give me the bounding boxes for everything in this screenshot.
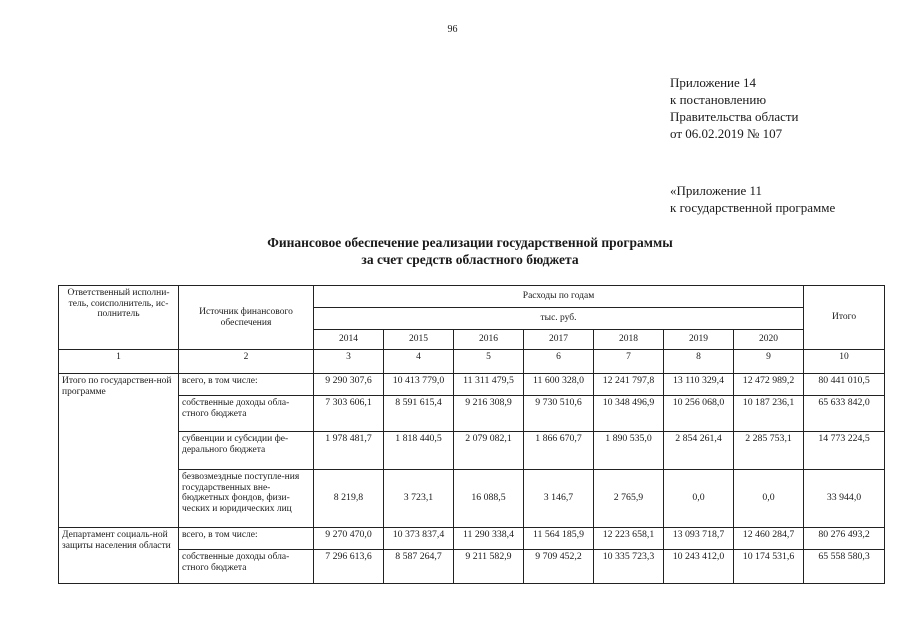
value-cell: 8 591 615,4	[384, 396, 454, 432]
column-index: 6	[524, 350, 594, 374]
source-cell: всего, в том числе:	[179, 528, 314, 550]
source-cell: безвозмездные поступле-ния государственных вне-бюджетных фондов, физи-ческих и юридических лиц	[179, 470, 314, 528]
value-cell: 9 290 307,6	[314, 374, 384, 396]
title-line-2: за счет средств областного бюджета	[361, 252, 579, 267]
value-cell: 2 854 261,4	[664, 432, 734, 470]
total-cell: 14 773 224,5	[804, 432, 885, 470]
value-cell: 9 709 452,2	[524, 550, 594, 584]
appendix-14-line: к постановлению	[670, 92, 767, 107]
total-cell: 65 558 580,3	[804, 550, 885, 584]
table-row	[59, 470, 885, 528]
executor-cell: Департамент социаль-ной защиты населения области	[59, 528, 179, 584]
value-cell: 9 211 582,9	[454, 550, 524, 584]
column-index: 9	[734, 350, 804, 374]
title-line-1: Финансовое обеспечение реализации государственной программы	[267, 235, 673, 250]
value-cell: 10 256 068,0	[664, 396, 734, 432]
column-index: 4	[384, 350, 454, 374]
source-cell: всего, в том числе:	[179, 374, 314, 396]
value-cell: 1 978 481,7	[314, 432, 384, 470]
value-cell: 0,0	[734, 470, 804, 528]
column-index: 8	[664, 350, 734, 374]
page-number: 96	[447, 24, 458, 35]
value-cell: 10 187 236,1	[734, 396, 804, 432]
value-cell: 1 866 670,7	[524, 432, 594, 470]
total-cell: 65 633 842,0	[804, 396, 885, 432]
executor-cell: Итого по государствен-ной программе	[59, 374, 179, 528]
header-year: 2016	[454, 330, 524, 350]
value-cell: 10 413 779,0	[384, 374, 454, 396]
value-cell: 1 818 440,5	[384, 432, 454, 470]
value-cell: 3 146,7	[524, 470, 594, 528]
column-index: 10	[804, 350, 885, 374]
header-executor: Ответственный исполни-тель, соисполнитель, ис-полнитель	[59, 286, 179, 350]
source-cell: собственные доходы обла-стного бюджета	[179, 550, 314, 584]
appendix-14-line: от 06.02.2019 № 107	[670, 126, 783, 141]
header-year: 2014	[314, 330, 384, 350]
value-cell: 9 216 308,9	[454, 396, 524, 432]
appendix-14-line: Приложение 14	[670, 75, 757, 90]
value-cell: 2 285 753,1	[734, 432, 804, 470]
value-cell: 11 564 185,9	[524, 528, 594, 550]
value-cell: 1 890 535,0	[594, 432, 664, 470]
budget-table	[58, 285, 885, 584]
value-cell: 2 765,9	[594, 470, 664, 528]
value-cell: 13 110 329,4	[664, 374, 734, 396]
value-cell: 2 079 082,1	[454, 432, 524, 470]
column-index: 7	[594, 350, 664, 374]
table-row	[59, 396, 885, 432]
appendix-14-line: Правительства области	[670, 109, 799, 124]
value-cell: 0,0	[664, 470, 734, 528]
value-cell: 13 093 718,7	[664, 528, 734, 550]
value-cell: 10 373 837,4	[384, 528, 454, 550]
column-index: 3	[314, 350, 384, 374]
appendix-14-block	[670, 74, 799, 142]
value-cell: 3 723,1	[384, 470, 454, 528]
header-expenses-by-year: Расходы по годам	[314, 286, 804, 308]
value-cell: 11 311 479,5	[454, 374, 524, 396]
total-cell: 80 441 010,5	[804, 374, 885, 396]
header-year: 2018	[594, 330, 664, 350]
total-cell: 33 944,0	[804, 470, 885, 528]
source-cell: субвенции и субсидии фе-дерального бюджета	[179, 432, 314, 470]
appendix-11-line: «Приложение 11	[670, 183, 763, 198]
appendix-11-line: к государственной программе	[670, 200, 836, 215]
value-cell: 12 460 284,7	[734, 528, 804, 550]
header-source: Источник финансового обеспечения	[179, 286, 314, 350]
value-cell: 8 587 264,7	[384, 550, 454, 584]
value-cell: 9 730 510,6	[524, 396, 594, 432]
column-index: 5	[454, 350, 524, 374]
value-cell: 12 241 797,8	[594, 374, 664, 396]
value-cell: 10 335 723,3	[594, 550, 664, 584]
table-row	[59, 374, 885, 396]
table-row	[59, 528, 885, 550]
source-cell: собственные доходы обла-стного бюджета	[179, 396, 314, 432]
value-cell: 8 219,8	[314, 470, 384, 528]
value-cell: 10 174 531,6	[734, 550, 804, 584]
value-cell: 12 472 989,2	[734, 374, 804, 396]
value-cell: 10 243 412,0	[664, 550, 734, 584]
column-index: 1	[59, 350, 179, 374]
value-cell: 10 348 496,9	[594, 396, 664, 432]
table-row	[59, 550, 885, 584]
value-cell: 16 088,5	[454, 470, 524, 528]
total-cell: 80 276 493,2	[804, 528, 885, 550]
header-year: 2020	[734, 330, 804, 350]
value-cell: 7 296 613,6	[314, 550, 384, 584]
value-cell: 7 303 606,1	[314, 396, 384, 432]
appendix-11-block	[670, 182, 835, 216]
value-cell: 9 270 470,0	[314, 528, 384, 550]
header-year: 2019	[664, 330, 734, 350]
header-unit: тыс. руб.	[314, 308, 804, 330]
table-row	[59, 432, 885, 470]
value-cell: 11 600 328,0	[524, 374, 594, 396]
header-total: Итого	[804, 286, 885, 350]
value-cell: 11 290 338,4	[454, 528, 524, 550]
column-index: 2	[179, 350, 314, 374]
document-title	[150, 234, 790, 268]
header-year: 2015	[384, 330, 454, 350]
header-year: 2017	[524, 330, 594, 350]
value-cell: 12 223 658,1	[594, 528, 664, 550]
